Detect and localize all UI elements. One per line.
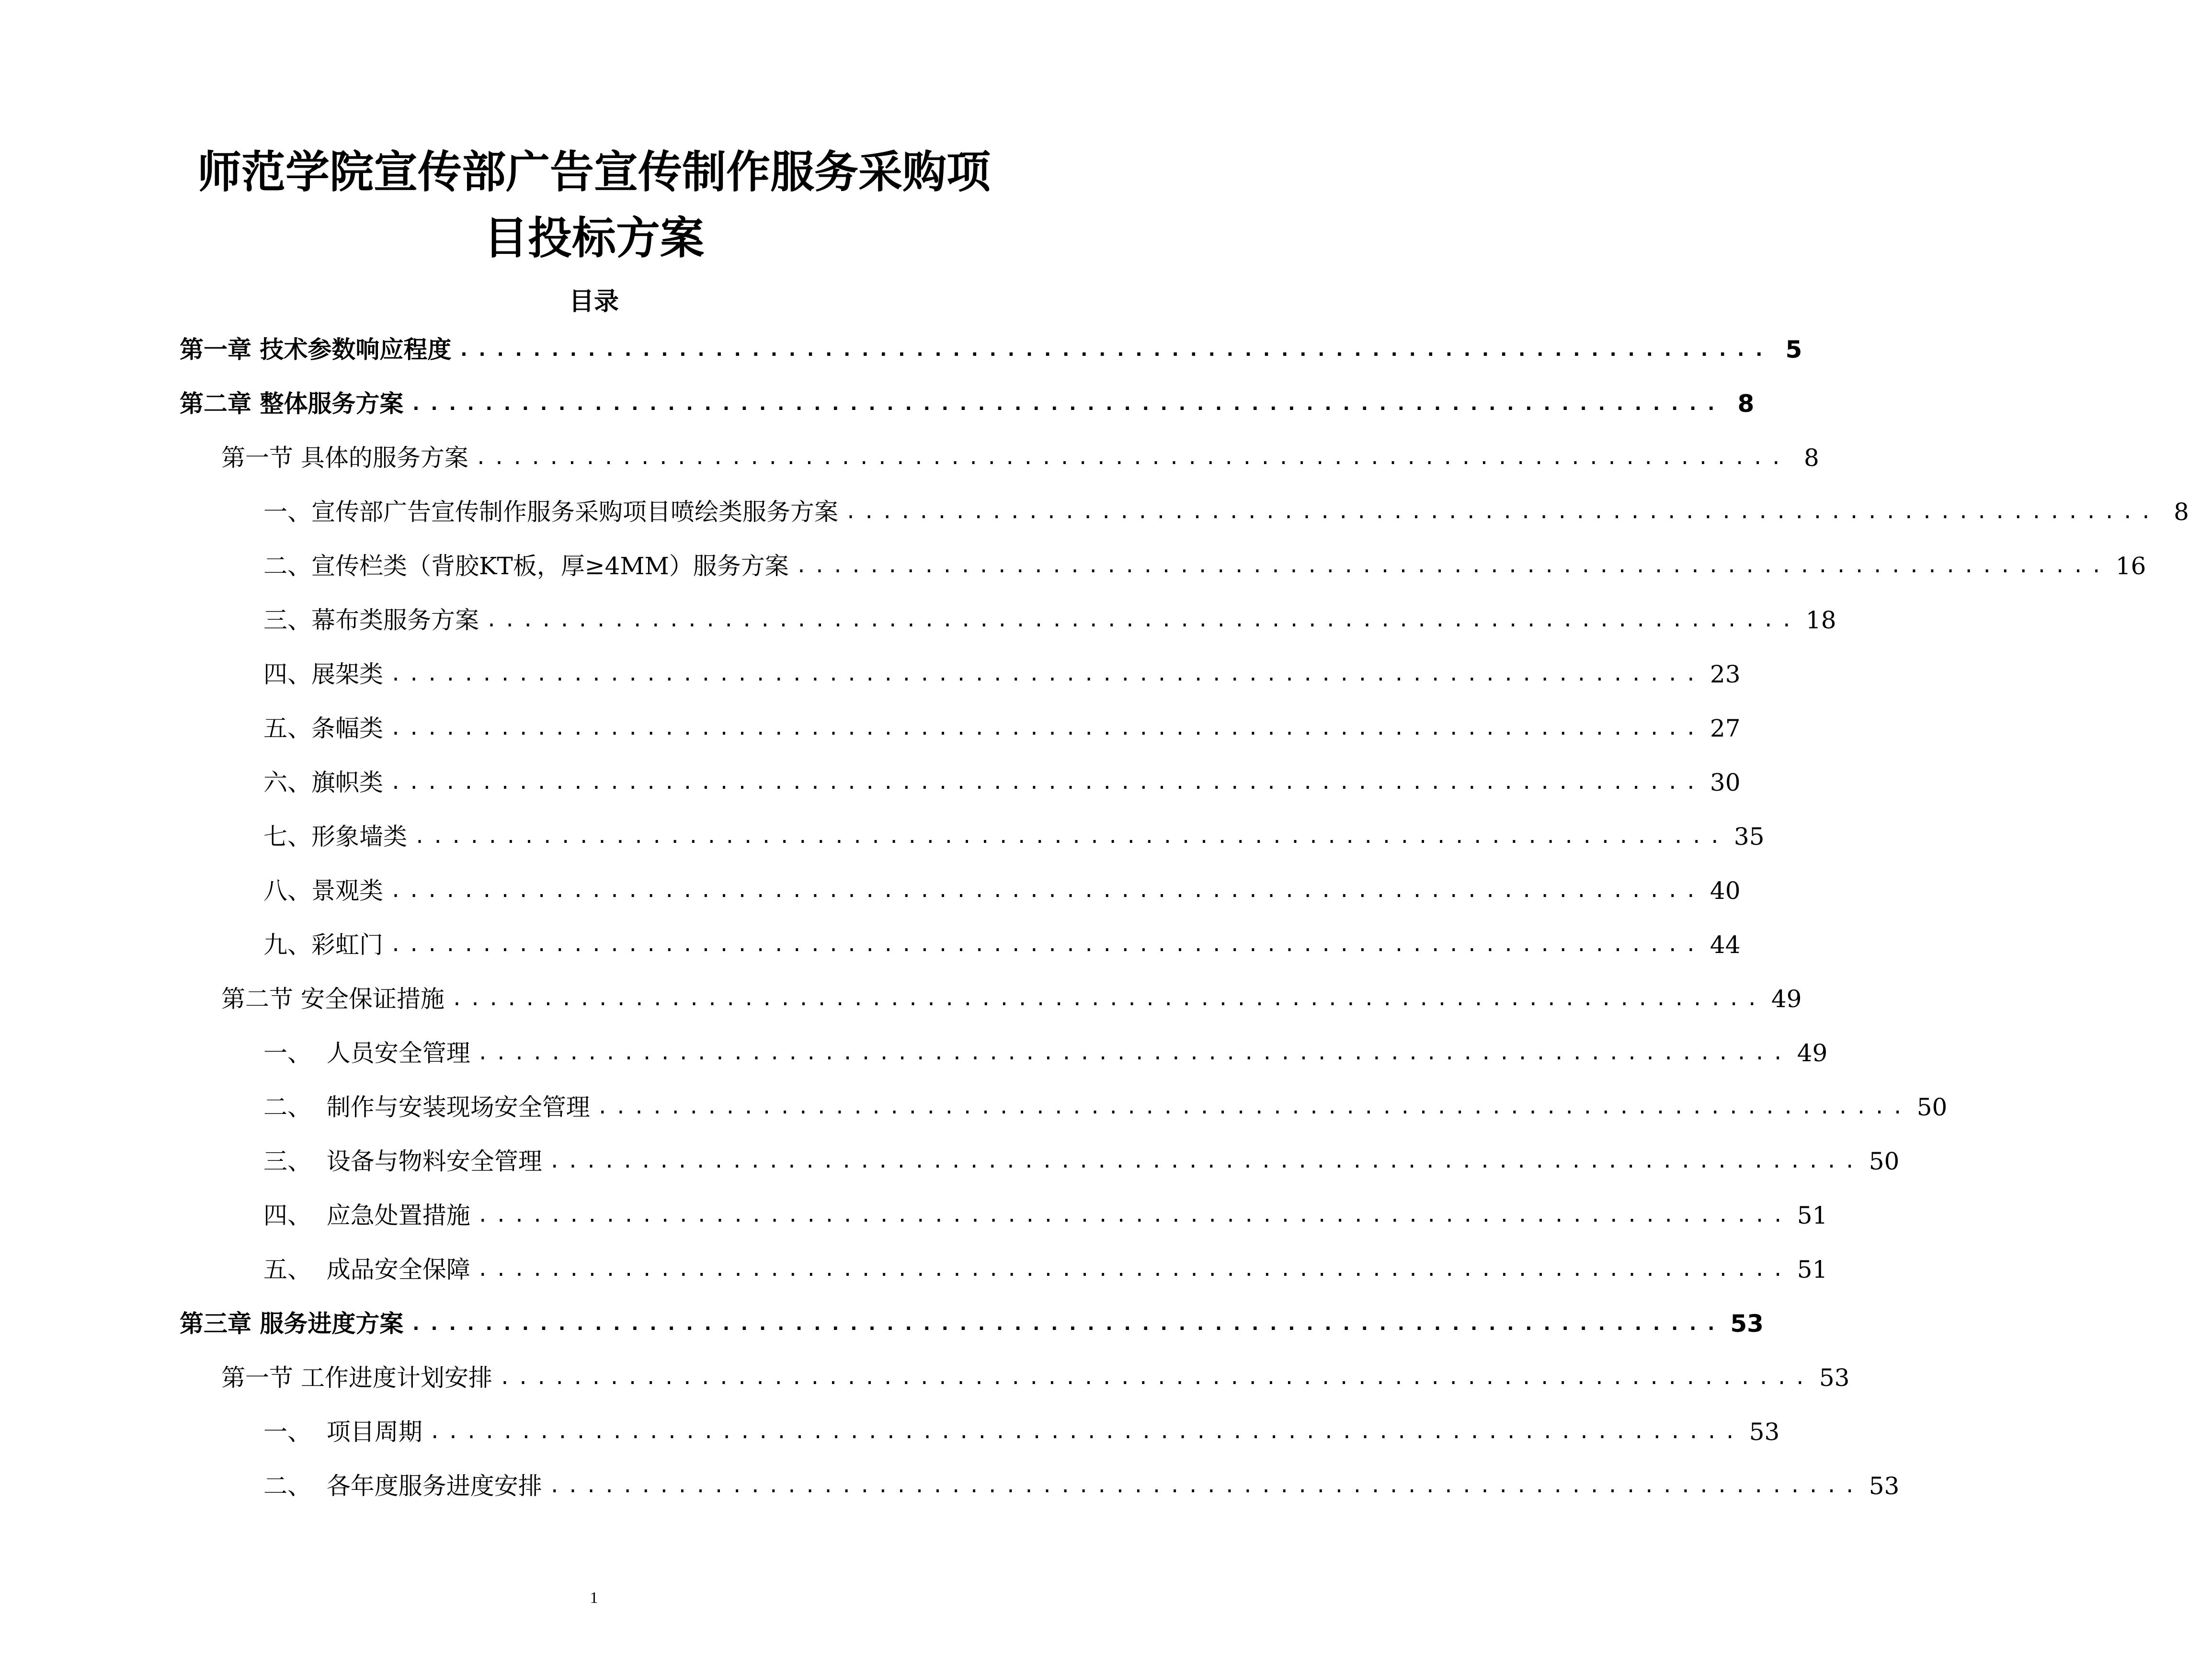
toc-entry[interactable] <box>263 817 1765 856</box>
document-title-line-2: 目投标方案 <box>483 213 704 264</box>
toc-entry-label: 二、 各年度服务进度安排 <box>263 1472 542 1500</box>
toc-entry-label: 第三章 服务进度方案 <box>180 1310 404 1338</box>
toc-entry[interactable] <box>221 980 1802 1018</box>
toc-entry[interactable] <box>263 493 2189 531</box>
toc-entry-page: 50 <box>1869 1147 1900 1175</box>
toc-entry-page: 53 <box>1730 1310 1764 1338</box>
toc-entry-label: 六、旗帜类 <box>263 769 383 796</box>
toc-entry-label: 四、展架类 <box>263 660 383 688</box>
toc-entry-page: 53 <box>1869 1472 1900 1500</box>
toc-entry[interactable] <box>263 547 2146 585</box>
toc-entry-label: 五、条幅类 <box>263 715 383 742</box>
toc-entry-label: 九、彩虹门 <box>263 931 383 959</box>
toc-entry[interactable] <box>263 763 1741 802</box>
toc-leader-dots: ........................................................................ <box>499 1367 1813 1389</box>
toc-entry-page: 40 <box>1710 877 1741 905</box>
toc-entry-page: 44 <box>1710 931 1741 959</box>
toc-leader-dots: ........................................................................ <box>451 988 1765 1010</box>
toc-entry[interactable] <box>221 439 1819 477</box>
toc-leader-dots: ........................................................................ <box>477 1204 1790 1226</box>
toc-entry[interactable] <box>263 872 1741 910</box>
toc-leader-dots: ........................................................................ <box>795 555 2109 577</box>
toc-leader-dots: ........................................................................ <box>410 393 1724 415</box>
toc-entry-page: 8 <box>1804 444 1819 472</box>
toc-entry[interactable] <box>180 385 1755 423</box>
toc-leader-dots: ........................................................................ <box>390 772 1703 794</box>
toc-entry-page: 53 <box>1749 1418 1780 1446</box>
toc-entry-label: 五、 成品安全保障 <box>263 1256 470 1283</box>
toc-entry-label: 第一章 技术参数响应程度 <box>180 336 452 363</box>
toc-entry-page: 53 <box>1819 1364 1850 1392</box>
toc-entry-label: 四、 应急处置措施 <box>263 1202 470 1229</box>
toc-entry-page: 51 <box>1797 1202 1828 1229</box>
toc-entry-page: 16 <box>2115 552 2146 580</box>
toc-leader-dots: ........................................................................ <box>390 934 1703 956</box>
toc-entry-page: 23 <box>1710 660 1741 688</box>
toc-entry-label: 第一节 具体的服务方案 <box>221 444 468 472</box>
toc-leader-dots: ........................................................................ <box>390 880 1703 902</box>
toc-entry[interactable] <box>263 1034 1828 1072</box>
toc-entry-page: 5 <box>1785 336 1802 363</box>
toc-entry[interactable] <box>263 601 1836 639</box>
toc-entry-page: 49 <box>1797 1039 1828 1067</box>
toc-entry-page: 8 <box>2174 498 2189 526</box>
toc-entry[interactable] <box>263 1413 1780 1451</box>
toc-leader-dots: ........................................................................ <box>458 339 1772 361</box>
toc-entry-page: 30 <box>1710 769 1741 796</box>
toc-leader-dots: ........................................................................ <box>548 1475 1862 1497</box>
toc-entry-label: 三、幕布类服务方案 <box>263 606 479 634</box>
toc-entry-page: 49 <box>1771 985 1802 1013</box>
toc-leader-dots: ........................................................................ <box>390 663 1703 685</box>
toc-entry-label: 二、 制作与安装现场安全管理 <box>263 1093 590 1121</box>
toc-leader-dots: ........................................................................ <box>548 1150 1862 1172</box>
toc-leader-dots: ........................................................................ <box>477 1042 1790 1064</box>
toc-entry[interactable] <box>263 926 1741 964</box>
toc-heading: 目录 <box>569 287 619 316</box>
toc-leader-dots: ........................................................................ <box>429 1421 1743 1443</box>
toc-leader-dots: ........................................................................ <box>486 609 1799 631</box>
toc-entry-label: 一、 项目周期 <box>263 1418 422 1446</box>
toc-leader-dots: ........................................................................ <box>845 501 2158 523</box>
toc-entry[interactable] <box>263 1088 1948 1126</box>
toc-entry[interactable] <box>263 709 1741 748</box>
toc-entry-label: 第一节 工作进度计划安排 <box>221 1364 492 1392</box>
toc-entry-page: 50 <box>1916 1093 1948 1121</box>
toc-leader-dots: ........................................................................ <box>410 1313 1724 1335</box>
toc-entry-page: 8 <box>1737 390 1755 418</box>
toc-entry[interactable] <box>263 655 1741 693</box>
toc-entry-page: 18 <box>1805 606 1836 634</box>
toc-leader-dots: ........................................................................ <box>477 1259 1790 1281</box>
toc-leader-dots: ........................................................................ <box>596 1096 1910 1118</box>
toc-leader-dots: ........................................................................ <box>414 826 1727 848</box>
toc-entry-page: 51 <box>1797 1256 1828 1283</box>
toc-entry-label: 第二章 整体服务方案 <box>180 390 404 418</box>
toc-entry-page: 35 <box>1733 823 1765 851</box>
toc-entry-label: 二、宣传栏类（背胶KT板，厚≥4MM）服务方案 <box>263 552 789 580</box>
toc-leader-dots: ........................................................................ <box>475 447 1789 469</box>
toc-entry[interactable] <box>180 1305 1764 1343</box>
toc-entry-label: 一、宣传部广告宣传制作服务采购项目喷绘类服务方案 <box>263 498 838 526</box>
toc-entry[interactable] <box>263 1196 1828 1235</box>
toc-entry-label: 第二节 安全保证措施 <box>221 985 445 1013</box>
toc-leader-dots: ........................................................................ <box>390 717 1703 739</box>
toc-entry[interactable] <box>221 1359 1850 1397</box>
toc-entry-label: 七、形象墙类 <box>263 823 407 851</box>
toc-entry[interactable] <box>263 1142 1900 1181</box>
toc-entry-label: 三、 设备与物料安全管理 <box>263 1147 542 1175</box>
toc-entry-page: 27 <box>1710 715 1741 742</box>
toc-entry[interactable] <box>180 330 1802 369</box>
toc-entry-label: 八、景观类 <box>263 877 383 905</box>
toc-entry[interactable] <box>263 1467 1900 1505</box>
page-number: 1 <box>590 1589 598 1607</box>
toc-entry-label: 一、 人员安全管理 <box>263 1039 470 1067</box>
document-title-line-1: 师范学院宣传部广告宣传制作服务采购项 <box>197 147 991 198</box>
toc-entry[interactable] <box>263 1250 1828 1289</box>
